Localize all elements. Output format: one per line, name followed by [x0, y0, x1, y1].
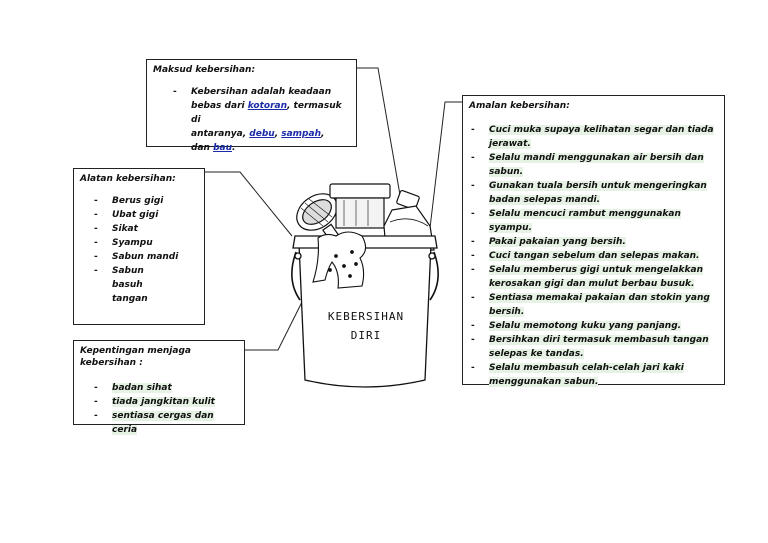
list-item-text: Cuci tangan sebelum dan selepas makan.	[489, 251, 700, 261]
maksud-text: dan	[191, 143, 214, 153]
link-kotoran[interactable]: kotoran	[247, 101, 287, 111]
amalan-box	[462, 95, 725, 385]
list-item	[112, 409, 238, 437]
maksud-box	[146, 59, 357, 153]
link-bau[interactable]: bau	[213, 143, 232, 153]
connector-amalan	[430, 102, 462, 228]
list-item	[112, 381, 238, 395]
list-item-text: tiada jangkitan kulit	[112, 397, 215, 407]
maksud-text: .	[232, 143, 236, 153]
list-item	[489, 319, 714, 333]
maksud-text: antaranya,	[191, 129, 250, 139]
list-item	[489, 263, 714, 291]
connector-alatan	[205, 172, 292, 236]
list-item: - Sabun basuh tangan	[112, 264, 176, 306]
link-debu[interactable]: debu	[249, 129, 275, 139]
list-item-text: Pakai pakaian yang bersih.	[489, 237, 626, 247]
alatan-box	[73, 168, 205, 325]
list-item-text: Selalu memotong kuku yang panjang.	[489, 321, 682, 331]
list-item	[489, 333, 714, 361]
list-item: - Berus gigi	[112, 194, 198, 208]
list-item	[489, 235, 714, 249]
cloth-icon	[313, 232, 366, 288]
list-item-text: Gunakan tuala bersih untuk mengeringkan badan selepas mandi.	[489, 181, 707, 205]
link-sampah[interactable]: sampah	[281, 129, 321, 139]
list-item-text: sentiasa cergas dan ceria	[112, 411, 214, 435]
maksud-bullet: -	[173, 87, 177, 97]
list-item-text: Selalu mencuci rambut menggunakan syampu.	[489, 209, 681, 233]
list-item-text: Selalu memberus gigi untuk mengelakkan kerosakan gigi dan mulut berbau busuk.	[489, 265, 703, 289]
list-item-text: Selalu membasuh celah-celah jari kaki menggunakan sabun.	[489, 363, 684, 387]
list-item: - Ubat gigi	[112, 208, 198, 222]
maksud-line4	[191, 141, 350, 155]
list-item-text: Bersihkan diri termasuk membasuh tangan selepas ke tandas.	[489, 335, 709, 359]
list-item-text: Sentiasa memakai pakaian dan stokin yang bersih.	[489, 293, 710, 317]
connector-maksud	[357, 68, 400, 195]
alatan-title: Alatan kebersihan:	[80, 174, 176, 184]
alatan-list	[80, 194, 198, 306]
maksud-text: ,	[320, 129, 325, 139]
list-item-text: badan sihat	[112, 383, 172, 393]
list-item: - Sabun mandi	[112, 250, 198, 264]
maksud-line3	[191, 127, 350, 141]
maksud-text: bebas dari	[191, 101, 248, 111]
maksud-text: , termasuk di	[191, 101, 342, 125]
list-item	[489, 207, 714, 235]
list-item: - Syampu	[112, 236, 198, 250]
list-item	[489, 151, 714, 179]
bucket-label-line1: KEBERSIHAN	[327, 310, 405, 323]
list-item-text: Cuci muka supaya kelihatan segar dan tiada jerawat.	[489, 125, 714, 149]
kepentingan-box	[73, 340, 245, 435]
connector-kepentingan	[245, 300, 303, 350]
list-item-text: Selalu mandi menggunakan air bersih dan sabun.	[489, 153, 704, 177]
list-item	[112, 395, 238, 409]
list-item: - Sikat	[112, 222, 198, 236]
maksud-line1: Kebersihan adalah keadaan	[191, 87, 332, 97]
maksud-text: ,	[274, 129, 282, 139]
kepentingan-list	[80, 381, 238, 437]
maksud-title: Maksud kebersihan:	[153, 65, 256, 75]
scrub-brush-icon	[330, 184, 390, 228]
bucket-label-line2: DIRI	[350, 329, 382, 342]
maksud-definition	[153, 85, 350, 155]
kepentingan-title: Kepentingan menjaga kebersihan :	[80, 346, 191, 368]
amalan-title: Amalan kebersihan:	[469, 101, 570, 111]
list-item	[489, 249, 714, 263]
list-item	[489, 123, 714, 151]
list-item	[489, 361, 714, 389]
list-item	[489, 291, 714, 319]
amalan-list	[469, 123, 718, 389]
maksud-line2	[191, 99, 350, 127]
list-item	[489, 179, 714, 207]
